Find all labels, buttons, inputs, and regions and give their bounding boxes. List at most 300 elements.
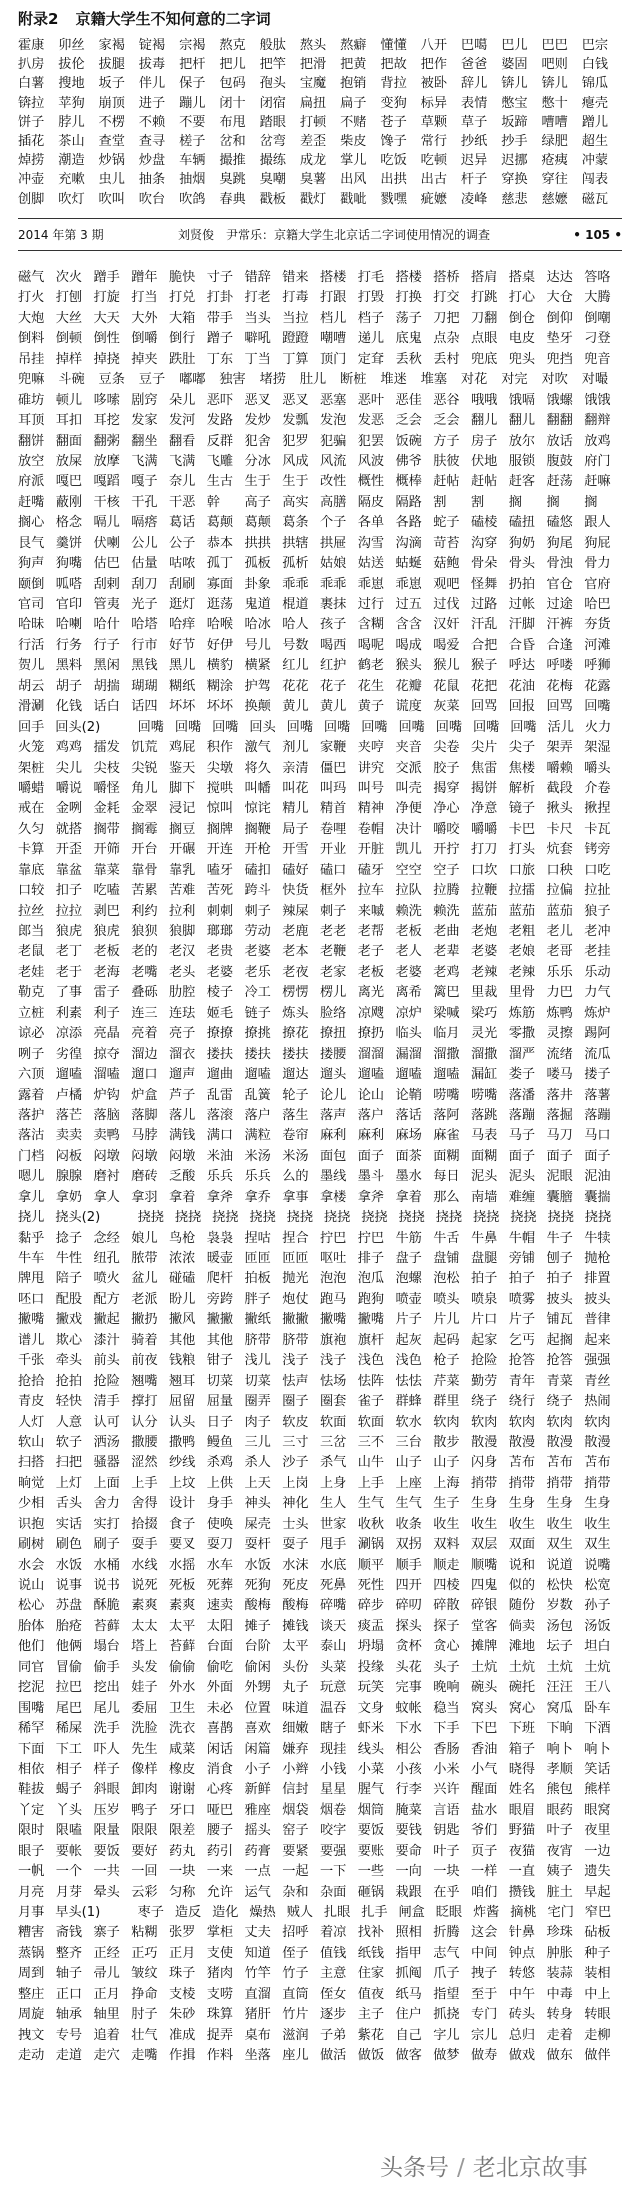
word-cell: 碎嘴 — [320, 1598, 347, 1614]
word-cell: 猪肝 — [244, 2007, 271, 2023]
word-cell: 外面 — [206, 1680, 234, 1696]
word-cell: 抛枪 — [584, 1251, 611, 1266]
word-cell: 闪身 — [471, 1455, 498, 1471]
word-cell: 头份 — [282, 1659, 309, 1675]
word-cell: 嚼嚼 — [471, 821, 498, 837]
word-cell: 好节 — [169, 637, 196, 653]
word-cell: 收生 — [471, 1516, 498, 1532]
word-cell: 拉利 — [169, 903, 196, 919]
word-cell: 般肽 — [259, 38, 286, 53]
appendix-word-table — [18, 36, 622, 209]
word-row — [18, 1208, 622, 1228]
word-cell: 三台 — [395, 1434, 422, 1450]
word-cell: 消食 — [206, 1761, 234, 1777]
word-cell: 开歪 — [55, 842, 83, 858]
running-head-rule — [18, 250, 622, 251]
word-cell: 漆汁 — [93, 1332, 120, 1348]
word-cell: 纽孔 — [93, 1251, 120, 1266]
word-cell: 土炕 — [471, 1659, 498, 1675]
word-cell: 水桶 — [93, 1557, 120, 1573]
word-cell: 金咧 — [55, 801, 83, 817]
word-cell: 洗手 — [93, 1721, 120, 1737]
word-cell: 群里 — [433, 1394, 460, 1410]
word-cell: 泥油 — [584, 1169, 611, 1185]
word-cell: 山子 — [433, 1455, 460, 1471]
word-cell: 委屈 — [131, 1700, 158, 1716]
word-cell: 生身 — [508, 1496, 536, 1512]
word-cell: 做东 — [546, 2048, 573, 2064]
word-cell: 饥荒 — [131, 740, 158, 756]
word-row — [18, 1699, 622, 1719]
word-cell: 落掘 — [546, 1107, 573, 1123]
word-cell: 合昏 — [508, 637, 536, 653]
word-cell: 牛子 — [546, 1230, 573, 1246]
word-cell: 搭楼 — [395, 270, 422, 285]
word-cell: 绕行 — [508, 1394, 536, 1410]
word-cell: 回嘴 — [137, 719, 164, 735]
word-row — [18, 1535, 622, 1555]
word-cell: 叶子 — [433, 1843, 460, 1859]
word-cell: 蹦儿 — [179, 95, 206, 111]
word-cell: 精首 — [320, 801, 347, 817]
word-cell: 限限 — [131, 1823, 158, 1839]
word-cell: 正巧 — [131, 1945, 158, 1961]
word-cell: 玩意 — [320, 1680, 347, 1696]
word-row — [18, 513, 622, 533]
word-cell: 轻快 — [55, 1394, 83, 1410]
word-cell: 喝呢 — [357, 637, 385, 653]
word-cell: 卢橘 — [55, 1087, 83, 1103]
word-row — [18, 1678, 622, 1698]
word-cell: 倒嘲 — [584, 310, 611, 326]
word-cell: 搭桥 — [433, 270, 460, 285]
word-cell: 叫玛 — [320, 780, 347, 796]
word-row — [18, 309, 622, 329]
word-cell: 鬼道 — [244, 597, 271, 612]
word-row — [18, 1658, 622, 1678]
word-cell: 姨子 — [546, 1864, 573, 1880]
word-cell: 刀把 — [433, 310, 460, 326]
word-cell: 苦累 — [131, 883, 158, 899]
word-cell: 飞满 — [131, 453, 158, 469]
word-cell: 苫布 — [508, 1455, 536, 1471]
word-cell: 各单 — [357, 515, 385, 531]
word-cell: 枪子 — [433, 1353, 460, 1369]
word-cell: 实话 — [55, 1516, 83, 1532]
word-cell: 要好 — [131, 1843, 158, 1859]
word-cell: 踏眼 — [259, 114, 286, 130]
word-cell: 巴儿 — [501, 38, 528, 53]
word-cell: 老的 — [131, 944, 158, 960]
word-cell: 台阶 — [244, 1639, 271, 1655]
word-cell: 行子 — [93, 637, 120, 653]
word-cell: 溜边 — [131, 1046, 158, 1062]
word-cell: 老丁 — [55, 944, 83, 960]
word-cell: 槎子 — [179, 133, 206, 149]
word-cell: 搁霉 — [131, 821, 158, 837]
word-cell: 药膏 — [244, 1843, 271, 1859]
word-cell: 刺刺 — [206, 903, 234, 919]
word-cell: 片子 — [508, 1312, 536, 1328]
word-cell: 撑打 — [131, 1394, 158, 1410]
word-cell: 保子 — [179, 76, 206, 92]
word-row — [18, 190, 622, 209]
word-cell: 心疼 — [206, 1782, 234, 1798]
word-cell: 拿乔 — [244, 1189, 271, 1205]
word-cell: 吹灯 — [58, 191, 85, 207]
word-cell: 劳动 — [244, 924, 271, 939]
word-cell: 蛄蜒 — [395, 556, 422, 572]
word-cell: 说书 — [93, 1578, 120, 1593]
word-cell: 汗裤 — [546, 617, 573, 633]
word-cell: 隔路 — [395, 494, 422, 510]
word-cell: 落潘 — [508, 1087, 536, 1103]
word-cell: 一些 — [357, 1864, 385, 1880]
word-cell: 哦哦 — [471, 392, 498, 408]
word-cell: 搭肩 — [471, 270, 498, 285]
word-cell: 说事 — [55, 1578, 83, 1593]
word-cell: 扁子 — [340, 95, 367, 111]
word-cell: 装相 — [584, 1966, 611, 1982]
word-cell: 嘎巴 — [55, 474, 83, 490]
word-cell: 挠头(2) — [55, 1210, 101, 1226]
word-cell: 嚼蜡 — [18, 780, 45, 796]
word-cell: 蔽刚 — [55, 494, 83, 510]
word-cell: 鸟枪 — [169, 1230, 196, 1246]
watermark-platform: 头条号 — [380, 2155, 449, 2181]
word-cell: 压岁 — [93, 1802, 120, 1818]
word-cell: 利子 — [93, 1005, 120, 1021]
word-cell: 说死 — [131, 1578, 158, 1593]
word-cell: 碎散 — [433, 1598, 460, 1614]
word-cell: 麻利 — [357, 1128, 385, 1144]
word-cell: 排置 — [584, 1271, 611, 1287]
word-cell: 火力 — [584, 719, 612, 735]
word-cell: 世家 — [320, 1516, 347, 1532]
word-cell: 磕棱 — [471, 515, 498, 531]
word-cell: 直筒 — [282, 1986, 309, 2002]
word-cell: 味道 — [282, 1700, 309, 1716]
word-cell: 窝头 — [471, 1700, 498, 1716]
word-cell: 杀人 — [244, 1455, 271, 1471]
word-cell: 凌峰 — [460, 191, 488, 207]
word-cell: 府门 — [584, 453, 611, 469]
word-cell: 雀子 — [357, 1394, 385, 1410]
word-cell: 台面 — [206, 1639, 234, 1655]
word-cell: 临月 — [433, 1026, 460, 1042]
word-cell: 谎度 — [395, 699, 422, 715]
word-cell: 识抱 — [18, 1516, 45, 1532]
word-row — [18, 1004, 622, 1024]
word-cell: 溜严 — [508, 1046, 536, 1062]
word-cell: 立桩 — [18, 1005, 45, 1021]
word-cell: 把竿 — [259, 57, 286, 73]
word-row — [18, 370, 622, 390]
word-cell: 豆子 — [138, 372, 166, 388]
word-cell: 快货 — [282, 883, 309, 899]
word-cell: 酥脆 — [93, 1598, 120, 1614]
word-cell: 狗奶 — [508, 535, 536, 551]
word-cell: 断桩 — [340, 372, 367, 388]
word-cell: 遛声 — [169, 1067, 196, 1083]
word-cell: 坦白 — [584, 1639, 611, 1655]
word-cell: 落蹦 — [508, 1107, 536, 1123]
word-cell: 超生 — [581, 133, 609, 149]
word-cell: 瘪壳 — [581, 95, 609, 111]
word-cell: 片儿 — [433, 1312, 460, 1328]
word-cell: 净意 — [471, 801, 498, 817]
word-cell: 老粗 — [508, 924, 536, 939]
word-cell: 轴里 — [93, 2007, 120, 2023]
word-cell: 芦子 — [169, 1087, 196, 1103]
word-cell: 标异 — [420, 95, 448, 111]
word-cell: 走穴 — [93, 2048, 120, 2064]
word-cell: 收生 — [508, 1516, 536, 1532]
word-cell: 遛嗑 — [357, 1067, 385, 1083]
word-cell: 发路 — [206, 413, 234, 429]
word-cell: 利素 — [55, 1005, 83, 1021]
word-cell: 狼子 — [584, 903, 611, 919]
word-cell — [100, 718, 137, 738]
word-cell: 死狗 — [244, 1578, 271, 1593]
word-cell: 蹭儿 — [581, 114, 609, 130]
word-cell: 老老 — [320, 924, 347, 939]
word-cell: 挠挠 — [584, 1210, 612, 1226]
word-cell: 圈弄 — [244, 1394, 271, 1410]
word-cell: 小孩 — [395, 1761, 422, 1777]
word-cell: 药引 — [206, 1843, 234, 1859]
word-cell: 翻饼 — [18, 433, 45, 449]
word-cell: 信封 — [282, 1782, 309, 1798]
word-cell: 楞愣 — [282, 985, 309, 1001]
word-cell: 金耗 — [93, 801, 120, 817]
word-cell: 老婆 — [206, 964, 234, 980]
word-cell: 灵擦 — [546, 1026, 573, 1042]
word-cell: 浸记 — [169, 801, 196, 817]
word-cell: 位置 — [244, 1700, 271, 1716]
word-cell: 咬字 — [320, 1823, 347, 1839]
word-cell: 一个 — [55, 1864, 83, 1880]
word-cell: 截段 — [546, 780, 573, 796]
word-cell: 公儿 — [131, 535, 158, 551]
word-cell: 娃子 — [131, 1680, 158, 1696]
word-cell: 落蹦 — [584, 1107, 611, 1123]
word-cell: 估量 — [131, 556, 158, 572]
word-cell: 剥巴 — [93, 903, 120, 919]
word-cell: 做客 — [395, 2048, 422, 2064]
word-cell: 墨斗 — [357, 1169, 385, 1185]
word-cell: 久匀 — [18, 821, 45, 837]
author: 刘贤俊 — [178, 228, 215, 242]
word-cell: 胎疮 — [55, 1618, 83, 1634]
word-cell: 干核 — [93, 494, 120, 510]
word-cell: 将久 — [244, 760, 271, 776]
word-cell: 好伊 — [206, 637, 234, 653]
word-cell: 溜溜 — [357, 1046, 385, 1062]
word-cell: 孤丁 — [206, 556, 234, 572]
word-cell: 坂蹄 — [501, 114, 528, 130]
word-cell: 倒行 — [169, 331, 196, 347]
word-cell: 强强 — [584, 1353, 611, 1369]
word-cell: 猴头 — [395, 658, 422, 674]
word-cell: 拧巴 — [357, 1230, 385, 1246]
word-cell: 论儿 — [320, 1087, 347, 1103]
word-cell: 概性 — [357, 474, 385, 490]
word-cell: 滋润 — [282, 2027, 309, 2043]
word-cell: 牛帽 — [508, 1230, 536, 1246]
word-cell: 沙子 — [282, 1455, 309, 1471]
word-cell: 力巴 — [546, 985, 573, 1001]
word-cell: 探子 — [433, 1618, 460, 1634]
word-cell: 过五 — [395, 597, 422, 612]
word-cell: 刷色 — [55, 1537, 83, 1553]
word-row — [18, 1310, 622, 1330]
word-cell: 雅座 — [244, 1802, 271, 1818]
word-cell: 回嘴 — [472, 719, 500, 735]
word-cell: 偷手 — [93, 1659, 120, 1675]
word-row — [18, 268, 622, 288]
word-cell: 砸锅 — [357, 1884, 385, 1900]
word-cell: 咱们 — [471, 1884, 498, 1900]
word-cell: 起来 — [584, 1332, 611, 1348]
word-cell: 酸梅 — [282, 1598, 309, 1614]
word-cell: 拱拱 — [244, 535, 271, 551]
word-cell: 拿楼 — [320, 1189, 347, 1205]
word-cell: 老贵 — [206, 944, 234, 960]
word-cell: 剂儿 — [282, 740, 309, 756]
word-cell: 遛嗑 — [55, 1067, 83, 1083]
word-cell: 过行 — [357, 597, 385, 612]
word-row — [18, 1821, 622, 1841]
word-cell: 普律 — [584, 1312, 611, 1328]
word-cell: 少相 — [18, 1496, 45, 1512]
word-cell: 发恶 — [357, 413, 385, 429]
word-row — [18, 1903, 622, 1923]
word-cell: 生于 — [282, 474, 309, 490]
word-cell: 酸梅 — [244, 1598, 271, 1614]
word-row — [18, 1842, 622, 1862]
word-cell: 孤析 — [282, 556, 309, 572]
word-cell: 挠挠 — [472, 1210, 500, 1226]
word-cell: 上坟 — [169, 1475, 196, 1491]
word-cell: 逛灯 — [169, 597, 196, 612]
word-cell: 搁牌 — [206, 821, 234, 837]
word-cell: 要叉 — [169, 1537, 196, 1553]
word-cell: 水线 — [131, 1557, 158, 1573]
word-cell: 拱辖 — [282, 535, 309, 551]
word-cell: 堆迷 — [380, 372, 407, 388]
word-cell: 拾掇 — [131, 1516, 158, 1532]
word-cell: 水会 — [18, 1557, 45, 1573]
word-cell: 疵嬷 — [420, 191, 448, 207]
word-cell: 狗嘴 — [55, 556, 83, 572]
word-cell: 马口 — [584, 1128, 611, 1144]
word-cell: 马脖 — [131, 1128, 158, 1144]
word-cell: 刷子 — [93, 1537, 120, 1553]
word-cell: 拿羽 — [131, 1189, 158, 1205]
word-cell: 稳当 — [433, 1700, 460, 1716]
word-cell: 字儿 — [433, 2027, 460, 2043]
word-row — [18, 861, 622, 881]
word-cell: 尖锐 — [131, 760, 158, 776]
word-cell: 府派 — [18, 474, 45, 490]
word-cell: 恭本 — [206, 535, 234, 551]
word-cell: 话白 — [93, 699, 120, 715]
word-cell: 坐落 — [244, 2048, 271, 2064]
word-cell: 蓝茄 — [471, 903, 498, 919]
word-cell: 糊纸 — [169, 678, 196, 694]
word-cell: 口较 — [18, 883, 45, 899]
word-cell: 相公 — [395, 1741, 422, 1757]
word-cell: 侄子 — [282, 1945, 309, 1961]
word-cell: 倒仰 — [546, 310, 573, 326]
word-cell: 腰子 — [206, 1823, 234, 1839]
word-cell: 跟人 — [584, 515, 611, 531]
word-cell: 素爽 — [169, 1598, 196, 1614]
word-cell: 穿换 — [501, 172, 528, 188]
word-cell: 打毛 — [357, 270, 385, 285]
word-cell: 值夜 — [357, 1986, 385, 2002]
word-cell: 炼炉 — [584, 1005, 611, 1021]
word-cell: 拉擂 — [508, 883, 536, 899]
word-cell: 土炕 — [546, 1659, 573, 1675]
word-cell: 乖乖 — [282, 576, 309, 592]
word-cell: 挠挠 — [398, 1210, 425, 1226]
word-cell: 撩扔 — [357, 1026, 385, 1042]
word-cell: 先生 — [131, 1741, 158, 1757]
word-cell: 排子 — [357, 1251, 385, 1266]
word-cell: 拉丝 — [18, 903, 45, 919]
word-cell: 过途 — [546, 597, 573, 612]
word-cell: 眼子 — [18, 1843, 45, 1859]
word-cell: 专号 — [55, 2027, 83, 2043]
word-cell: 遛嗑 — [395, 1067, 422, 1083]
word-cell: 中间 — [471, 1945, 498, 1961]
word-cell: 包码 — [219, 76, 246, 92]
word-cell: 顺走 — [433, 1557, 460, 1573]
word-cell: 苦难 — [169, 883, 196, 899]
word-cell: 撒腰 — [131, 1434, 158, 1450]
word-cell: 独害 — [219, 372, 246, 388]
word-cell: 片口 — [471, 1312, 498, 1328]
word-cell: 熬头 — [299, 38, 327, 53]
word-cell: 要账 — [357, 1843, 385, 1859]
word-cell: 葛话 — [169, 515, 196, 531]
word-cell: 四鬼 — [471, 1578, 498, 1593]
word-cell: 溜撒 — [471, 1046, 498, 1062]
word-cell: 陪子 — [55, 1271, 83, 1287]
word-cell: 眼窝 — [584, 1802, 611, 1818]
word-cell: 夯货 — [584, 617, 611, 633]
word-row — [18, 820, 622, 840]
word-cell: 篱巴 — [433, 985, 460, 1001]
word-cell: 一帆 — [18, 1864, 45, 1880]
word-cell: 房子 — [471, 433, 498, 449]
word-cell: 泰山 — [320, 1639, 347, 1655]
word-cell: 尾巴 — [55, 1700, 83, 1716]
word-cell: 纸马 — [395, 1986, 422, 2002]
word-cell: 擂发 — [93, 740, 120, 756]
word-cell: 贺儿 — [18, 658, 45, 674]
word-cell: 行李 — [395, 1782, 422, 1798]
word-cell: 巴宗 — [581, 38, 609, 53]
word-cell: 巴巴 — [541, 38, 568, 53]
word-cell: 千张 — [18, 1353, 45, 1369]
word-cell: 撇扔 — [131, 1312, 158, 1328]
word-cell: 花梅 — [546, 678, 573, 694]
word-cell: 河滩 — [584, 637, 611, 653]
word-cell: 捎带 — [584, 1475, 611, 1491]
